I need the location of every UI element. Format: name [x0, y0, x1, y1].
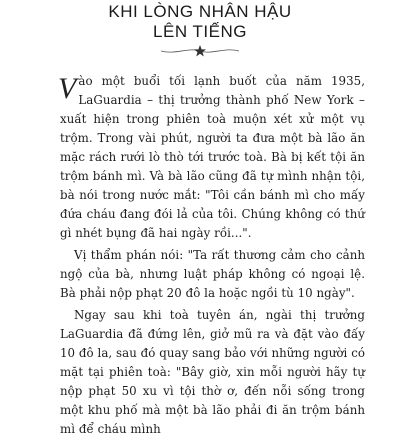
drop-cap: V — [58, 72, 77, 105]
paragraph-1 — [60, 72, 365, 243]
chapter-title-line-2: LÊN TIẾNG — [153, 22, 247, 41]
star-ornament-icon — [155, 44, 245, 58]
paragraph-3: Ngay sau khi toà tuyên án, ngài thị trưởng LaGuardia đã đứng lên, giở mũ ra và đặt vào đấy 10 đô la, sau đó quay sang bảo với những người có mặt tại phiên toà: "Bây giờ, xin mỗi người hãy tự nộp phạt 50 xu vì tội thờ ơ, đến nỗi sống trong một khu phố mà một bà lão phải đi ăn trộm bánh mì để cháu mình — [60, 308, 365, 436]
paragraph-1-text: ào một buổi tối lạnh buốt của năm 1935, LaGuardia – thị trưởng thành phố New York – xuất hiện trong phiên toà muộn xét xử một vụ trộm. Trong vài phút, người ta đưa một bà lão ăn mặc rách rưới lò thò tới trước toà. Bà bị kết tội ăn trộm bánh mì. Và bà lão cũng đã tự mình nhận tội, bà nói trong nước mắt: "Tôi cần bánh mì cho mấy đứa cháu đang đói lả của tôi. Chúng không có thứ gì nhét bụng đã hai ngày rồi...". — [60, 74, 365, 240]
chapter-title-line-1: KHI LÒNG NHÂN HẬU — [108, 2, 292, 21]
paragraph-2: Vị thẩm phán nói: "Ta rất thương cảm cho cảnh ngộ của bà, nhưng luật pháp không có ngoại lệ. Bà phải nộp phạt 20 đô la hoặc ngồi tù 10 ngày". — [60, 248, 365, 300]
article-body — [60, 72, 365, 442]
